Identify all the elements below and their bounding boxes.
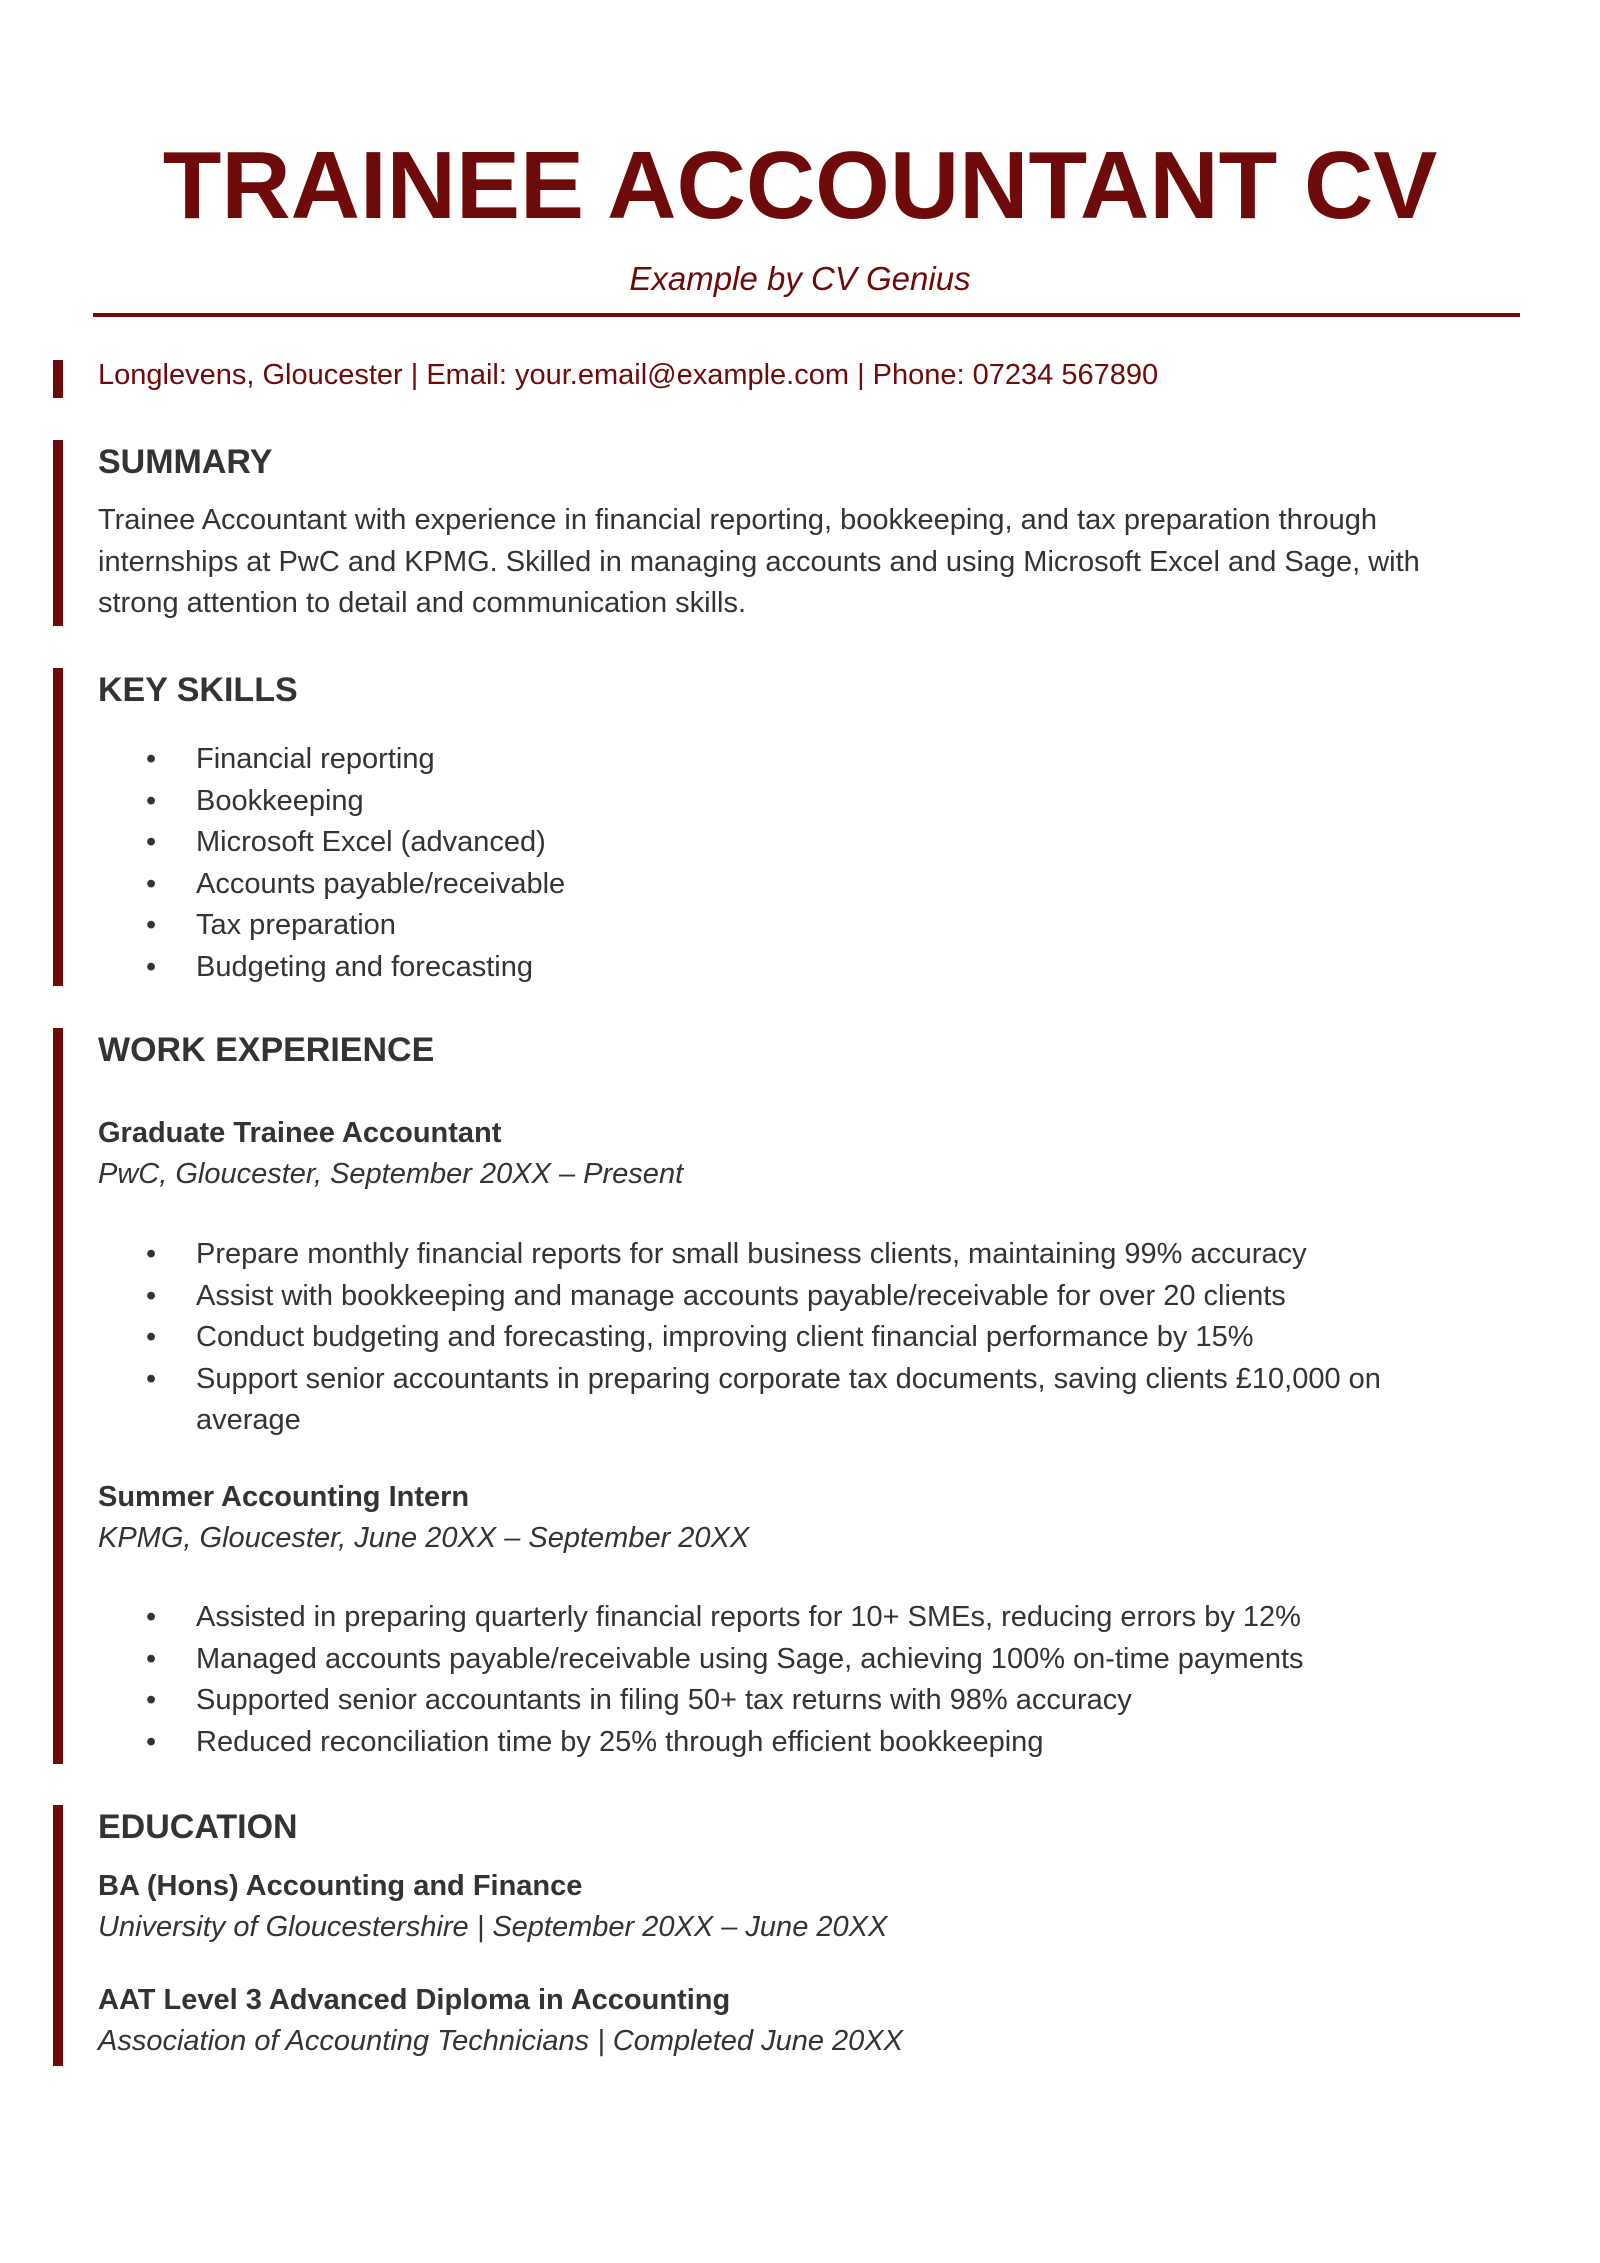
bullet-icon: • — [146, 1642, 157, 1675]
summary-heading: SUMMARY — [98, 443, 273, 481]
bullet-text: Support senior accountants in preparing corporate tax documents, saving clients £10,000 on average — [196, 1362, 1381, 1436]
summary-line: strong attention to detail and communication skills. — [98, 587, 747, 619]
skill-text: Bookkeeping — [196, 784, 364, 817]
skill-item — [98, 905, 1518, 947]
skill-text: Tax preparation — [196, 909, 396, 941]
skill-text: Financial reporting — [196, 743, 435, 775]
contact-info: Longlevens, Gloucester | Email: your.email@example.com | Phone: 07234 567890 — [98, 359, 1159, 391]
bullet-icon: • — [146, 1238, 157, 1270]
education-title: BA (Hons) Accounting and Finance — [98, 1870, 583, 1902]
skills-heading: KEY SKILLS — [98, 671, 298, 709]
job-bullet — [98, 1722, 1518, 1764]
skill-item — [98, 781, 1518, 823]
skill-item — [98, 822, 1518, 864]
summary-accent-bar — [53, 440, 63, 626]
job-title: Graduate Trainee Accountant — [98, 1117, 502, 1149]
job-bullet — [98, 1639, 1518, 1681]
bullet-icon: • — [146, 950, 157, 983]
skill-text: Accounts payable/receivable — [196, 867, 566, 900]
education-meta: University of Gloucestershire | September 20XX – June 20XX — [98, 1911, 888, 1943]
education-meta: Association of Accounting Technicians | Completed June 20XX — [98, 2025, 903, 2057]
bullet-icon: • — [146, 1362, 157, 1395]
job-meta: PwC, Gloucester, September 20XX – Present — [98, 1158, 684, 1190]
job-bullet — [98, 1317, 1518, 1359]
skill-item — [98, 947, 1518, 989]
skill-text: Budgeting and forecasting — [196, 950, 533, 983]
bullet-icon: • — [146, 1725, 157, 1758]
bullet-icon: • — [146, 909, 157, 941]
summary-line: Trainee Accountant with experience in financial reporting, bookkeeping, and tax preparation through — [98, 504, 1377, 536]
contact-accent-bar — [53, 360, 63, 398]
header-divider — [93, 313, 1520, 317]
job-bullets — [98, 1234, 1518, 1442]
bullet-text: Supported senior accountants in filing 50+ tax returns with 98% accuracy — [196, 1684, 1132, 1716]
education-accent-bar — [53, 1805, 63, 2066]
experience-heading: WORK EXPERIENCE — [98, 1031, 435, 1069]
skill-text: Microsoft Excel (advanced) — [196, 826, 546, 858]
bullet-text: Assisted in preparing quarterly financial reports for 10+ SMEs, reducing errors by 12% — [196, 1601, 1301, 1633]
job-meta: KPMG, Gloucester, June 20XX – September 20XX — [98, 1522, 750, 1554]
bullet-icon: • — [146, 1601, 157, 1633]
job-title: Summer Accounting Intern — [98, 1481, 470, 1513]
cv-subtitle: Example by CV Genius — [629, 260, 971, 297]
bullet-text: Managed accounts payable/receivable using Sage, achieving 100% on-time payments — [196, 1642, 1304, 1675]
summary-line: internships at PwC and KPMG. Skilled in managing accounts and using Microsoft Excel and Sage, with — [98, 545, 1420, 578]
education-title: AAT Level 3 Advanced Diploma in Accounting — [98, 1984, 731, 2016]
bullet-icon: • — [146, 743, 157, 775]
summary-text — [98, 500, 1518, 625]
bullet-icon: • — [146, 867, 157, 900]
skills-accent-bar — [53, 668, 63, 986]
job-bullet — [98, 1680, 1518, 1722]
bullet-text: Prepare monthly financial reports for small business clients, maintaining 99% accuracy — [196, 1238, 1307, 1270]
skill-item — [98, 739, 1518, 781]
job-bullet — [98, 1359, 1518, 1442]
bullet-text: Reduced reconciliation time by 25% through efficient bookkeeping — [196, 1725, 1044, 1758]
bullet-icon: • — [146, 1321, 157, 1353]
bullet-icon: • — [146, 1684, 157, 1716]
skill-item — [98, 864, 1518, 906]
job-bullet — [98, 1276, 1518, 1318]
bullet-icon: • — [146, 1279, 157, 1312]
experience-accent-bar — [53, 1028, 63, 1764]
cv-title: TRAINEE ACCOUNTANT CV — [162, 132, 1438, 239]
skills-list — [98, 739, 1518, 988]
job-bullets — [98, 1597, 1518, 1763]
job-bullet — [98, 1234, 1518, 1276]
bullet-icon: • — [146, 784, 157, 817]
education-heading: EDUCATION — [98, 1808, 298, 1846]
bullet-text: Assist with bookkeeping and manage accounts payable/receivable for over 20 clients — [196, 1279, 1286, 1312]
job-bullet — [98, 1597, 1518, 1639]
bullet-icon: • — [146, 826, 157, 858]
bullet-text: Conduct budgeting and forecasting, improving client financial performance by 15% — [196, 1321, 1254, 1353]
